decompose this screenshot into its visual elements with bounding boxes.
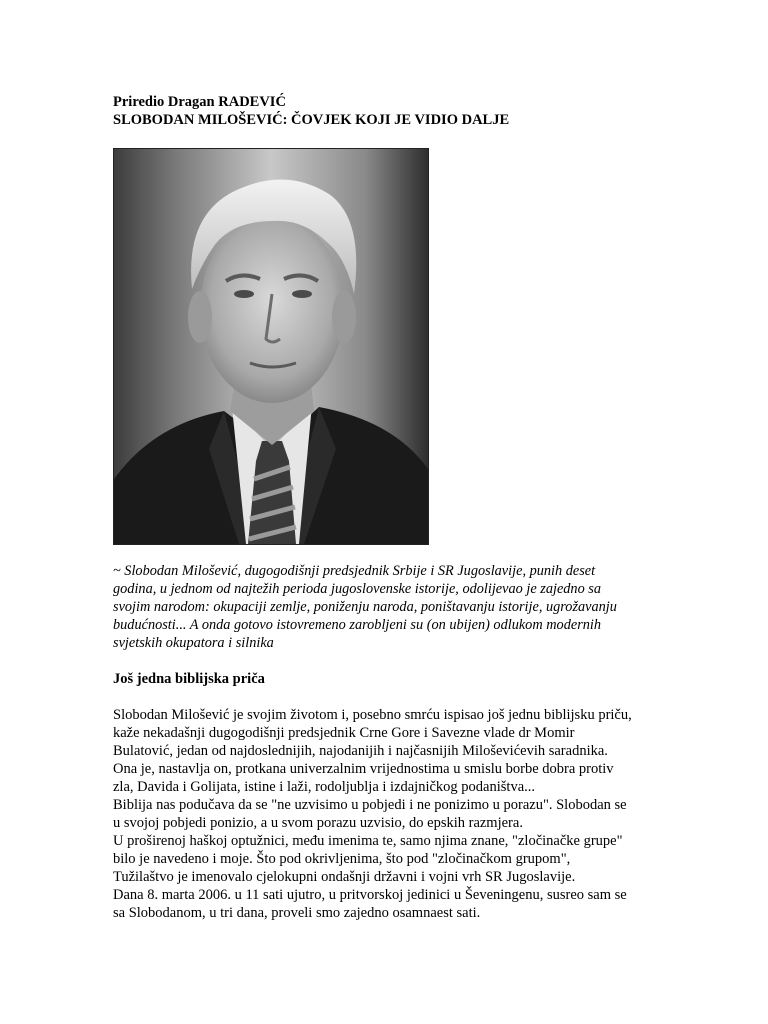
- caption-line: godina, u jednom od najtežih perioda jugoslovenske istorije, odolijevao je zajedno sa: [113, 581, 602, 597]
- body-line: bilo je navedeno i moje. Što pod okrivljenima, što pod "zločinačkom grupom",: [113, 851, 571, 867]
- caption-line: svojim narodom: okupaciji zemlje, poniženju naroda, poništavanju istorije, ugrožavanju: [113, 599, 617, 615]
- caption-line: ~ Slobodan Milošević, dugogodišnji predsjednik Srbije i SR Jugoslavije, punih deset: [113, 563, 596, 579]
- body-line: sa Slobodanom, u tri dana, proveli smo zajedno osamnaest sati.: [113, 905, 481, 921]
- body-line: Bulatović, jedan od najdoslednijih, najodanijih i najčasnijih Miloševićevih saradnika.: [113, 743, 608, 759]
- body-line: Biblija nas podučava da se "ne uzvisimo u pobjedi i ne ponizimo u porazu". Slobodan se: [113, 797, 627, 813]
- body-line: Tužilaštvo je imenovalo cjelokupni ondašnji državni i vojni vrh SR Jugoslavije.: [113, 869, 576, 885]
- caption-line: budućnosti... A onda gotovo istovremeno zarobljeni su (on ubijen) odlukom modernih: [113, 617, 602, 633]
- body-paragraphs: [113, 706, 658, 922]
- caption-line: svjetskih okupatora i silnika: [113, 635, 274, 651]
- document-title: SLOBODAN MILOŠEVIĆ: ČOVJEK KOJI JE VIDIO DALJE: [113, 112, 510, 128]
- body-line: u svojoj pobjedi ponizio, a u svom porazu uzvisio, do epskih razmjera.: [113, 815, 523, 831]
- body-line: Slobodan Milošević je svojim životom i, posebno smrću ispisao još jednu biblijsku priču,: [113, 707, 632, 723]
- portrait-photo: [113, 148, 429, 545]
- portrait-illustration: [114, 149, 428, 544]
- editor-credit: Priredio Dragan RADEVIĆ: [113, 94, 286, 110]
- document-page: [113, 93, 658, 922]
- section-heading: Još jedna biblijska priča: [113, 671, 265, 687]
- photo-caption: [113, 562, 658, 652]
- body-line: kaže nekadašnji dugogodišnji predsjednik Crne Gore i Savezne vlade dr Momir: [113, 725, 575, 741]
- body-line: zla, Davida i Golijata, istine i laži, rodoljublja i izdajničkog podaništva...: [113, 779, 536, 795]
- body-line: Dana 8. marta 2006. u 11 sati ujutro, u pritvorskoj jedinici u Ševeningenu, susreo sam se: [113, 887, 627, 903]
- body-line: Ona je, nastavlja on, protkana univerzalnim vrijednostima u smislu borbe dobra protiv: [113, 761, 614, 777]
- body-line: U proširenoj haškoj optužnici, među imenima te, samo njima znane, "zločinačke grupe": [113, 833, 623, 849]
